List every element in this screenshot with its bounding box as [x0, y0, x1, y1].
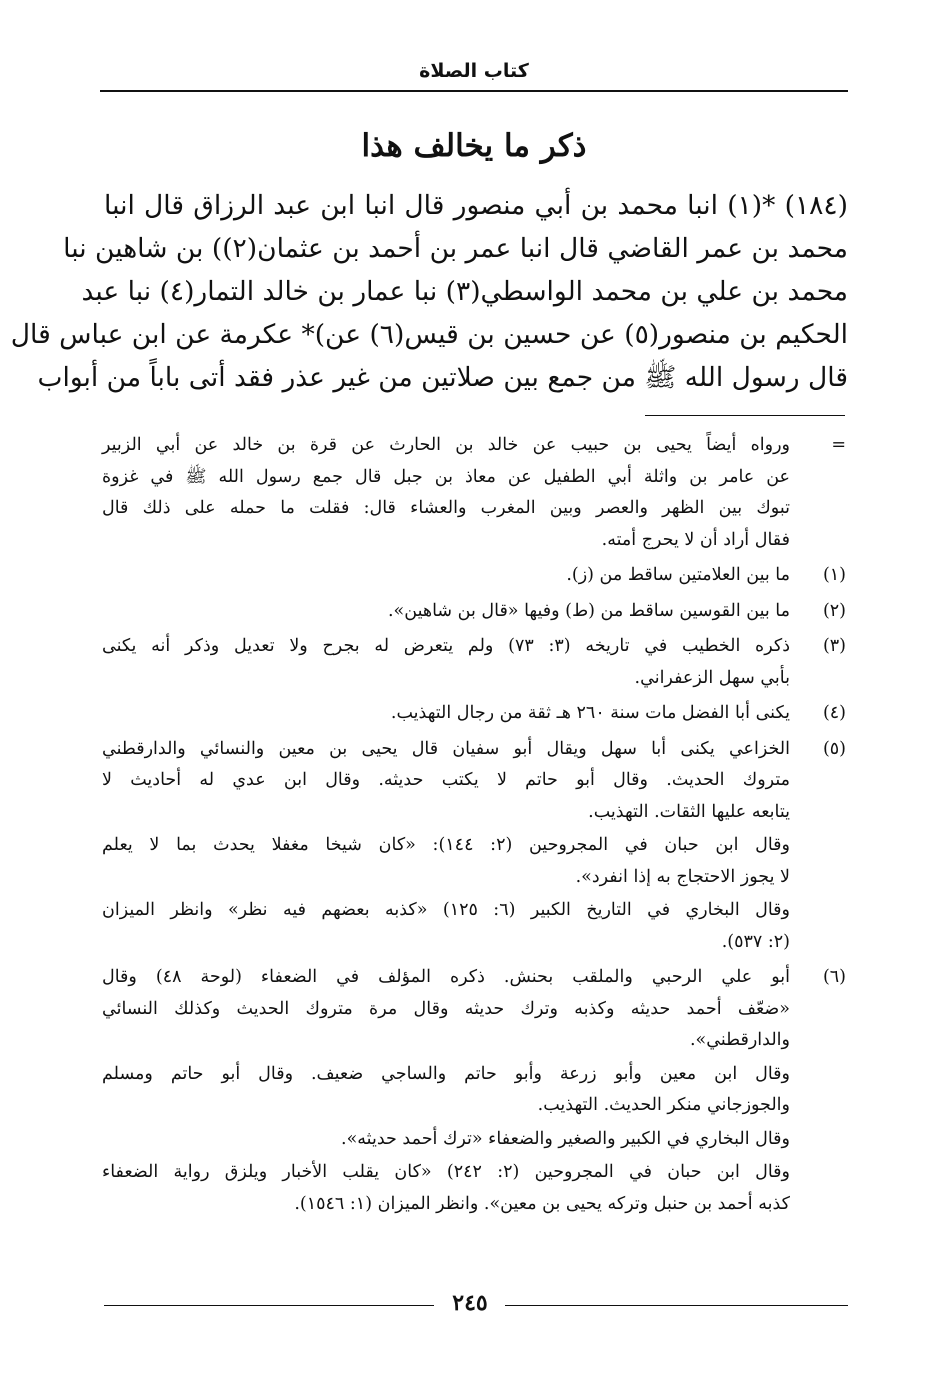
- footnote-line: يكنى أبا الفضل مات سنة ٢٦٠ هـ ثقة من رجال التهذيب.: [390, 703, 790, 723]
- footnote-body: [102, 734, 790, 961]
- footnote-paragraph: [102, 631, 790, 694]
- footnote-line: (٢: ٥٣٧).: [721, 931, 790, 952]
- footnote-paragraph: [102, 1157, 790, 1220]
- footnote-line: ورواه أيضاً يحيى بن حبيب عن خالد بن الحارث عن قرة بن خالد عن أبي الزبير: [102, 435, 790, 455]
- footnote-paragraph: [102, 962, 790, 1057]
- footnote-line: الخزاعي يكنى أبا سهل ويقال أبو سفيان قال يحيى بن معين والنسائي والدارقطني: [102, 738, 790, 759]
- footnote-line: وقال ابن حبان في المجروحين (٢: ١٤٤): «كان شيخا مغفلا يحدث بما لا يعلم: [102, 835, 790, 855]
- footnote-line: بأبي سهل الزعفراني.: [634, 667, 790, 688]
- main-text-line: (١٨٤) *(١) انبا محمد بن أبي منصور قال انبا ابن عبد الرزاق قال انبا: [104, 190, 848, 221]
- footnote-body: [102, 698, 790, 732]
- footnote: [102, 560, 848, 594]
- footnote-body: [102, 560, 790, 594]
- footnote-marker: (٢): [822, 600, 846, 621]
- footnote-paragraph: [102, 734, 790, 829]
- main-text-line: الحكيم بن منصور(٥) عن حسين بن قيس(٦) عن)* عكرمة عن ابن عباس قال: [10, 319, 848, 350]
- footnote-marker: (٦): [822, 967, 846, 987]
- footnote-body: [102, 962, 790, 1222]
- footnote-paragraph: [102, 895, 790, 958]
- main-text: [10, 184, 848, 399]
- footnote-body: [102, 631, 790, 696]
- footnote-line: ما بين العلامتين ساقط من (ز).: [566, 565, 790, 585]
- footnote-line: والدارقطني».: [689, 1030, 790, 1050]
- footnote-body: [102, 596, 790, 630]
- footer-rule: [104, 1305, 434, 1306]
- footnote: [102, 734, 848, 961]
- footnotes: [102, 430, 848, 1224]
- footnote-line: متروك الحديث. وقال أبو حاتم لا يكتب حديثه. وقال ابن عدي له أحاديث لا: [102, 770, 790, 790]
- footnote-marker: =: [831, 435, 846, 455]
- footnote-line: وقال البخاري في الكبير والصغير والضعفاء «ترك أحمد حديثه».: [341, 1128, 790, 1149]
- footnote-body: [102, 430, 790, 558]
- footnote-line: ذكره الخطيب في تاريخه (٣: ٧٣) ولم يتعرض له بجرح ولا تعديل وذكر أنه يكنى: [102, 636, 790, 656]
- footnote-line: «ضعّف أحمد حديثه وكذبه وترك حديثه وقال مرة متروك الحديث وكذلك النسائي: [102, 998, 790, 1019]
- footnote-marker: (٣): [822, 636, 846, 656]
- footnote: [102, 596, 848, 630]
- footnote-paragraph: [102, 430, 790, 556]
- footnote-line: ما بين القوسين ساقط من (ط) وفيها «قال بن شاهين».: [387, 600, 790, 621]
- running-head: كتاب الصلاة: [419, 60, 529, 82]
- footnote-line: فقال أراد أن لا يحرج أمته.: [601, 529, 790, 550]
- page-number: ٢٤٥: [452, 1290, 488, 1316]
- footnote-paragraph: [102, 1124, 790, 1156]
- footnote: [102, 698, 848, 732]
- footnote-line: يتابعه عليها الثقات. التهذيب.: [588, 801, 790, 822]
- footnote-line: وقال ابن حبان في المجروحين (٢: ٢٤٢) «كان يقلب الأخبار ويلزق رواية الضعفاء: [102, 1162, 790, 1182]
- footnote-line: وقال البخاري في التاريخ الكبير (٦: ١٢٥) «كذبه بعضهم فيه نظر» وانظر الميزان: [102, 900, 790, 920]
- header-rule: [100, 90, 848, 92]
- footnote-line: وقال ابن معين وأبو زرعة وأبو حاتم والساجي ضعيف. وقال أبو حاتم ومسلم: [102, 1063, 790, 1084]
- main-text-line: قال رسول الله ﷺ من جمع بين صلاتين من غير عذر فقد أتى باباً من أبواب: [37, 362, 848, 393]
- footnote-line: عن عامر بن واثلة أبي الطفيل عن معاذ بن جبل قال جمع رسول الله ﷺ في غزوة: [102, 466, 790, 487]
- footnote-paragraph: [102, 830, 790, 893]
- footnote-paragraph: [102, 698, 790, 730]
- footnote: [102, 962, 848, 1222]
- footnote-paragraph: [102, 596, 790, 628]
- footnote-marker: (٤): [822, 703, 846, 723]
- footnote-line: أبو علي الرحبي والملقب بحنش. ذكره المؤلف في الضعفاء (لوحة ٤٨) وقال: [102, 967, 790, 987]
- footnote-marker: (٥): [822, 738, 846, 759]
- footnote: [102, 631, 848, 696]
- footnote-line: والجوزجاني منكر الحديث. التهذيب.: [537, 1095, 790, 1115]
- footnote: [102, 430, 848, 558]
- footnote-line: لا يجوز الاحتجاج به إذا انفرد».: [575, 866, 790, 887]
- footnote-separator: [645, 415, 845, 416]
- section-title: ذكر ما يخالف هذا: [361, 128, 587, 164]
- main-text-line: محمد بن عمر القاضي قال انبا عمر بن أحمد بن عثمان(٢)) بن شاهين نبا: [63, 233, 848, 264]
- footnote-line: تبوك بين الظهر والعصر وبين المغرب والعشاء قال: فقلت ما حمله على ذلك قال: [102, 498, 790, 518]
- main-text-line: محمد بن علي بن محمد الواسطي(٣) نبا عمار بن خالد التمار(٤) نبا عبد: [81, 276, 848, 307]
- footnote-line: كذبه أحمد بن حنبل وتركه يحيى بن معين». وانظر الميزان (١: ١٥٤٦).: [294, 1193, 790, 1214]
- footnote-paragraph: [102, 560, 790, 592]
- footnote-paragraph: [102, 1059, 790, 1122]
- footer-rule: [505, 1305, 848, 1306]
- footnote-marker: (١): [822, 565, 846, 585]
